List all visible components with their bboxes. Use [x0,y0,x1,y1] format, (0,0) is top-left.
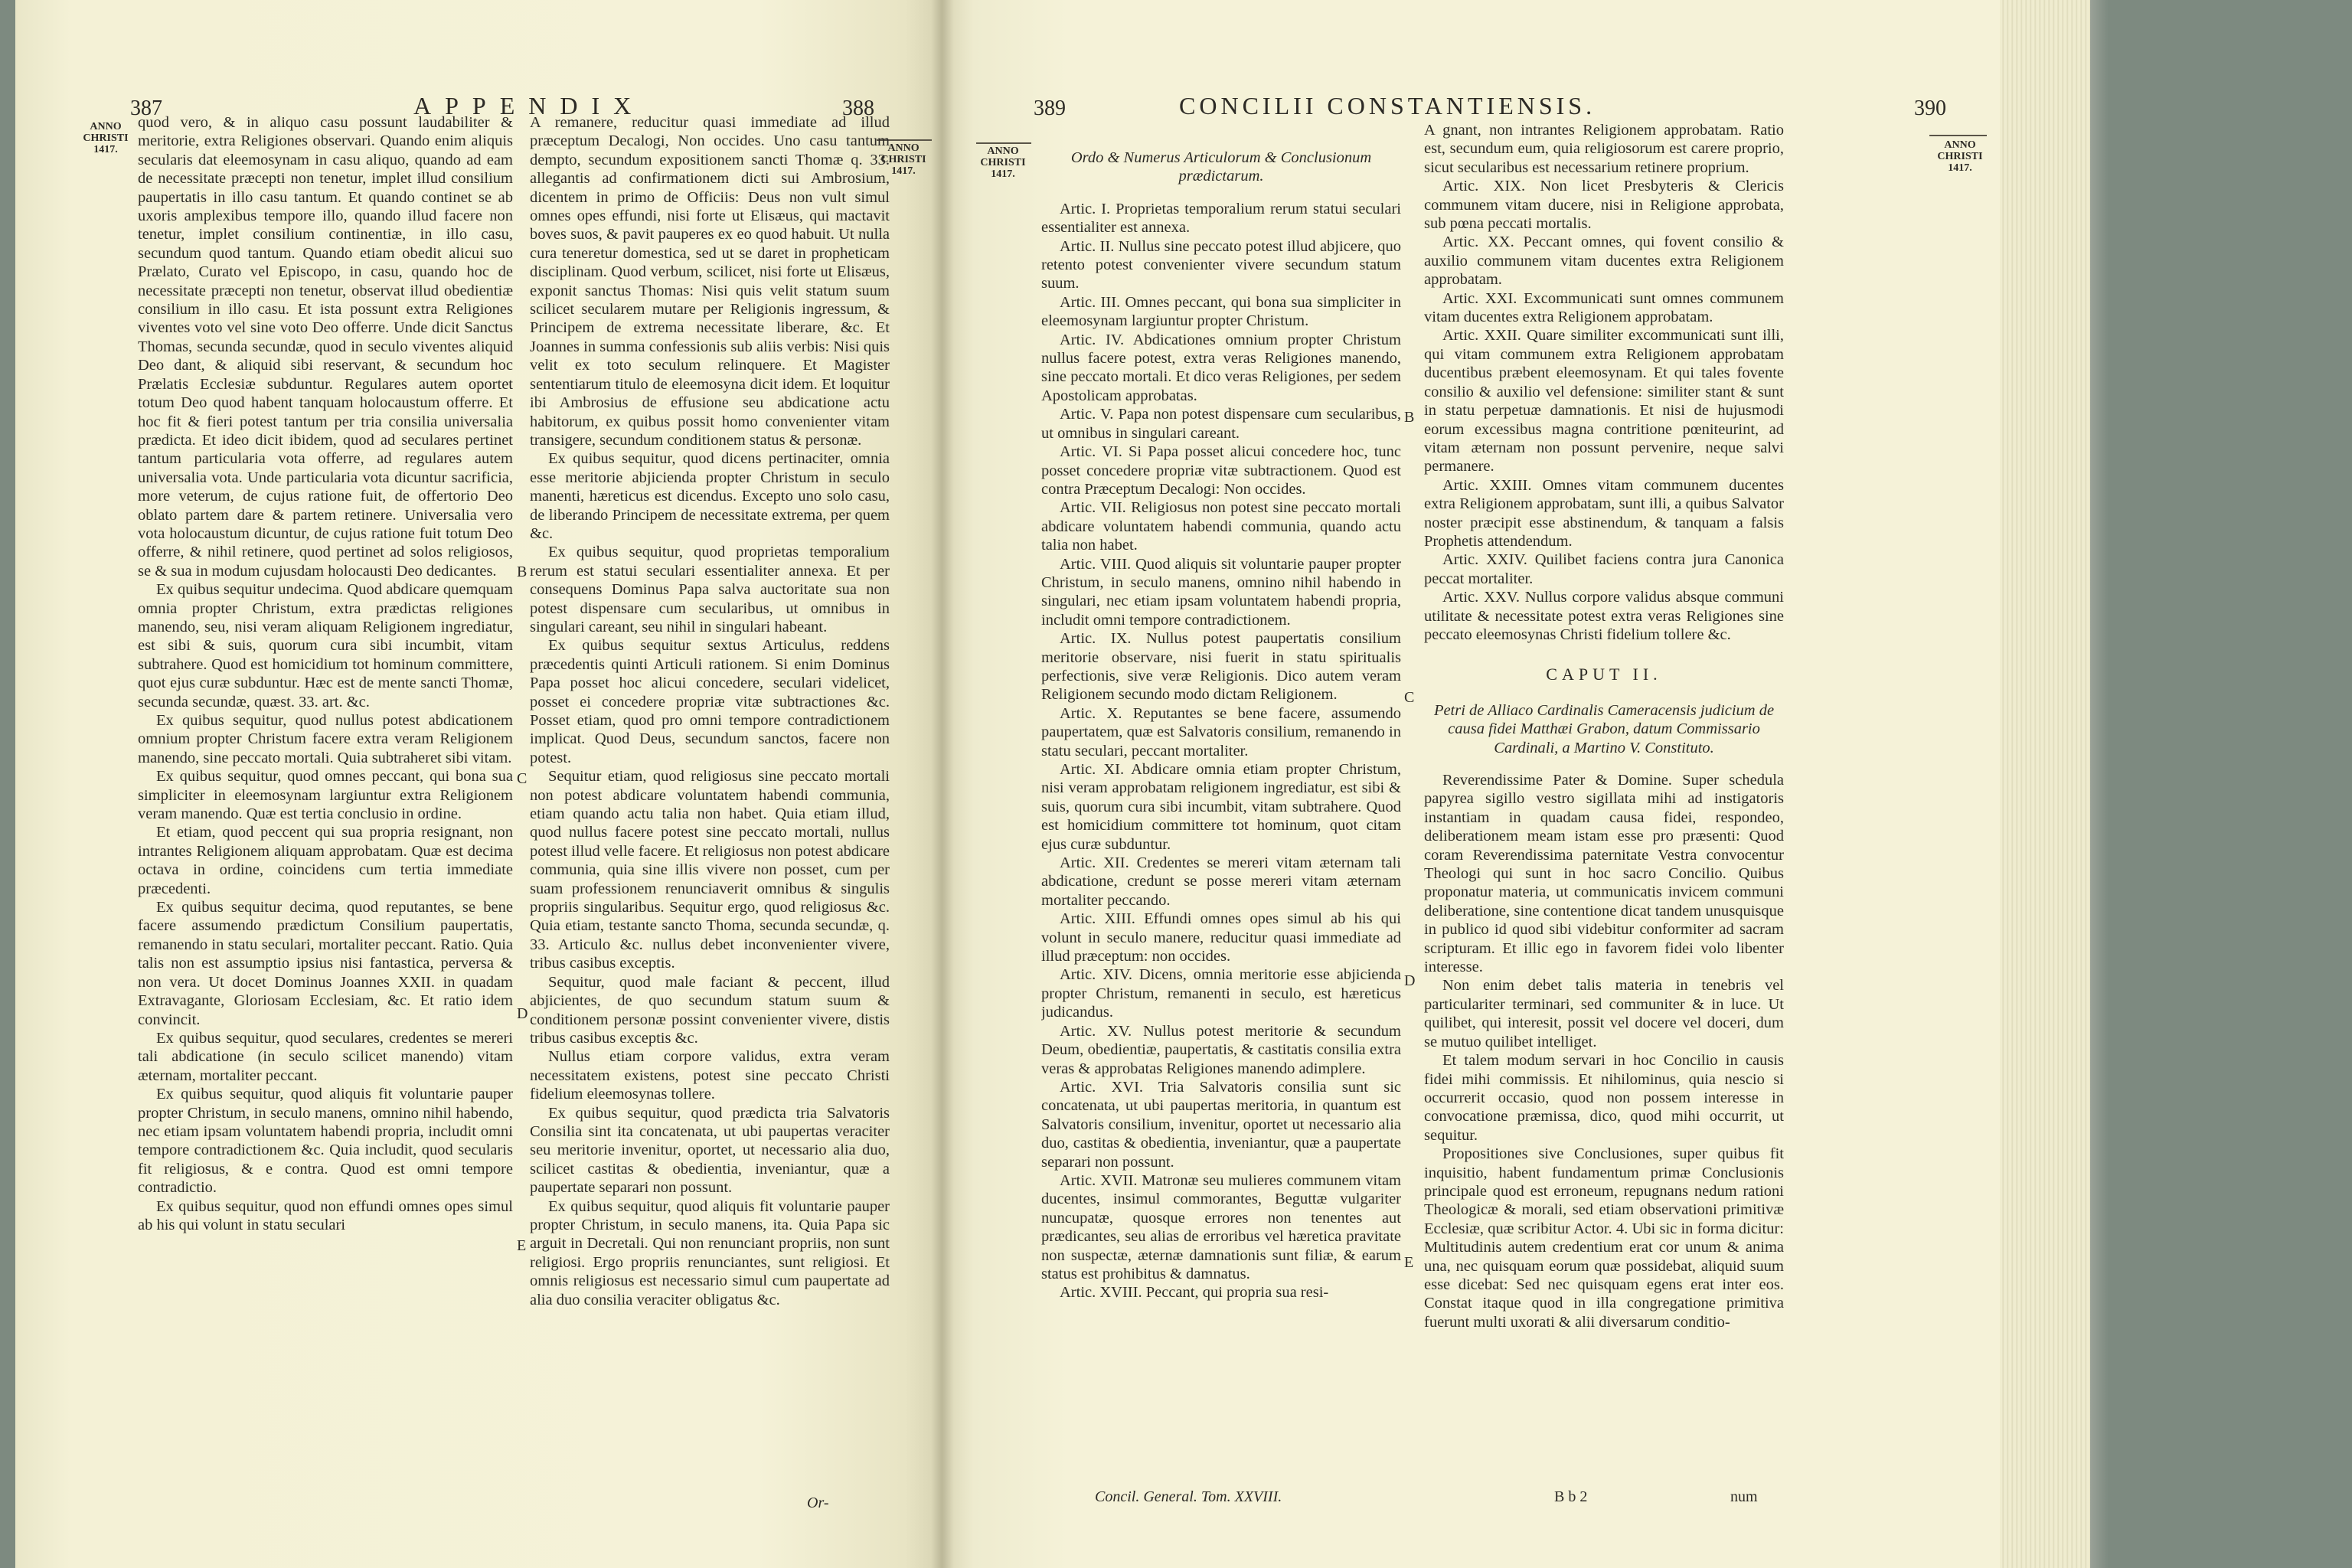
running-head-concilii: CONCILII CONSTANTIENSIS. [1179,92,1596,119]
article: Artic. XXIII. Omnes vitam communem ducentes extra Religionem approbatam, sunt illi, a quibus Salvator noster præcipit esse abstinendum, & tanquam a falsis Prophetis attendendum. [1424,476,1784,550]
article: Artic. XV. Nullus potest meritorie & secundum Deum, obedientiæ, paupertatis, & castitatis consilia extra veras & approbatas Religiones manendo adimplere. [1041,1022,1401,1077]
paragraph: A gnant, non intrantes Religionem approbatam. Ratio est, secundum eum, quia religiosorum est carere proprio, sicut secularibus est necessarium retinere proprium. [1424,122,1784,176]
paragraph: Et etiam, quod peccent qui sua propria resignant, non intrantes Religionem aliquam approbatam. Quæ est decima octava in ordine, coincidens cum tertia immediate præcedenti. [138,824,513,897]
sidenote-line: CHRISTI [880,154,926,165]
articles-heading: Ordo & Numerus Articulorum & Conclusionum prædictarum. [1070,149,1372,185]
paragraph: Sequitur etiam, quod religiosus sine peccato mortali non potest abdicare voluntatem habendi communia, etiam quando actu talia non habet. Quia etiam illud, quod nullus facere potest sine peccato mortali, nullus potest illud velle facere. Et religiosus non potest abdicare communia, quia sine illis vivere non posset, cum per suam professionem renunciaverit omnibus & singulis propriis singularibus. Sequitur ergo, quod religiosus &c. Quia etiam, testante sancto Thoma, secunda secundæ, q. 33. Articulo &c. nullus debet inconvenienter vivere, tribus casibus exceptis. [530,768,890,972]
paragraph: quod vero, & in aliquo casu possunt laudabiliter & meritorie, extra Religiones observari. Quando enim aliquis secularis dat eleemosynam in casu aliquo, quando ad eam de necessitate præcepti non tenetur, implet illud consilium paupertatis in illo casu tantum. Et quando continet se ab uxoris amplexibus tempore illo, quando illud facere non tenetur, implet consilium continentiæ, in illo casu, secundum quod tantum. Quando etiam obedit alicui suo Prælato, Curato vel Episcopo, in casu, quando hoc de necessitate præcepti non tenetur, observat illud obedientiæ consilium in illo casu. Et ista possunt extra Religiones viventes voto vel sine voto Deo offerre. Unde dicit Sanctus Thomas, secunda secundæ, quod in seculo viventes aliquid Deo dant, & aliquid sibi reservant, & secundum hoc Prælatis Ecclesiæ subduntur. Regulares autem oportet totum Deo quod habent tanquam holocaustum offerre. Et hoc fit & fieri potest tantum per tria consilia universalia prædicta. Et ideo dicit ibidem, quod ad seculares pertinet tantum particularia vota offerre, ad regulares autem universalia vota. Unde particularia vota dicuntur sacrificia, more veterum, de cujus ratione fuit, de offertorio Deo oblato partem dare & partem retinere. Universalia vero vota holocaustum dicuntur, de cujus ratione fuit totum Deo offerre, & nihil retinere, quod pertinet ad solos religiosos, se & sua in modum cujusdam holocausti Deo dedicantes. [138,114,513,580]
caput-heading: CAPUT II. [1546,665,1662,684]
caput-subtitle: Petri de Alliaco Cardinalis Cameracensis judicium de causa fidei Matthæi Grabon, datum Commissario Cardinali, a Martino V. Constituto. [1433,701,1775,756]
article: Artic. VI. Si Papa posset alicui concedere hoc, tunc posset concedere propriæ vitæ subtractionem. Quod est contra Præceptum Decalogi: Non occides. [1041,443,1401,498]
paragraph: Non enim debet talis materia in tenebris vel particulariter terminari, sed communiter & in luce. Ut quilibet, qui interesit, possit vel docere vel doceri, dum se mutuo quilibet intelliget. [1424,977,1784,1050]
paragraph: Ex quibus sequitur, quod prædicta tria Salvatoris Consilia sint ita concatenata, ut ubi paupertas veraciter seu meritorie invenitur, oportet, ut necessario alia duo, scilicet castitas & obedientia, inveniantur, quæ a paupertate separari non possunt. [530,1104,890,1197]
sidenote-line: ANNO [90,121,122,132]
running-head-appendix: APPENDIX [413,92,645,119]
article: Artic. XIX. Non licet Presbyteris & Clericis communem vitam ducere, nisi in Religione approbata, sub pœna peccati mortalis. [1424,178,1784,233]
page-number-388: 388 [842,96,874,120]
sidenote-line: ANNO [987,145,1019,157]
article: Artic. V. Papa non potest dispensare cum secularibus, ut omnibus in singulari careant. [1041,406,1401,442]
sidenote-line: CHRISTI [83,132,129,144]
margin-letter-d: D [517,1005,528,1022]
margin-letter-c: C [1404,689,1415,706]
page-number-389: 389 [1034,96,1066,120]
paragraph: Ex quibus sequitur, quod seculares, credentes se mereri tali abdicatione (in seculo scilicet manendo) vitam æternam, mortaliter peccant. [138,1029,513,1084]
margin-letter-b: B [517,564,528,580]
page-edges [2000,0,2090,1568]
margin-letter-c: C [517,770,528,787]
signature-mark: B b 2 [1554,1488,1588,1505]
paragraph: Nullus etiam corpore validus, extra veram necessitatem existens, potest sine peccato Christi fidelium eleemosynas tollere. [530,1048,890,1103]
article: Artic. XXII. Quare similiter excommunicati sunt illi, qui vitam communem extra Religionem approbatam ducentibus præbent eleemosynam. Et qui tales fovente consilio & auxilio vel defensione: similiter stant & sunt in statu perpetuæ damnationis. Et nisi de hujusmodi eorum excessibus magna contritione pœniteurint, ad vitam æternam non possunt pervenire, neque salvi permanere. [1424,327,1784,475]
article: Artic. IX. Nullus potest paupertatis consilium meritorie observare, nisi fuerit in statu spiritualis perfectionis, sive veræ Religionis. Dico autem veram Religionem secundo modo dictam Religionem. [1041,630,1401,704]
paragraph: Ex quibus sequitur, quod non effundi omnes opes simul ab his qui volunt in statu seculari [138,1197,513,1233]
article: Artic. VIII. Quod aliquis sit voluntarie pauper propter Christum, in seculo manens, omnino nihil habendo in singulari, nec etiam ipsam voluntatem habendi propria, includit omni tempore contradictionem. [1041,555,1401,629]
paragraph: A remanere, reducitur quasi immediate ad illud præceptum Decalogi, Non occides. Uno casu tantum dempto, secundum expositionem sancti Thomæ q. 33. allegantis ad confirmationem dicti sui Ambrosium, dicentem in primo de Officiis: Deus non vult simul omnes opes effundi, nisi forte ut Elisæus, qui mactavit boves suos, & pavit pauperes ex eo quod habuit. Ut nulla cura teneretur domestica, sed ut se daret in propheticam disciplinam. Quod verbum, scilicet, nisi forte ut Elisæus, exponit sanctus Thomas: Nisi quis velit statum suum scilicet secularem mutare per Religionis ingressum, & Principem de extrema necessitate liberare, &c. Et Joannes in summa confessionis sub aliis verbis: Nisi quis velit ex toto seculum relinquere. Et Magister sententiarum titulo de eleemosyna dicit idem. Et loquitur ibi Ambrosius de effusione seu abdicatione actu habitorum, ex quibus possit homo convenienter vitam transigere, secundum conditionem status & personæ. [530,114,890,449]
article: Artic. XVIII. Peccant, qui propria sua resi- [1060,1284,1329,1302]
sidenote-line: 1417. [93,144,118,155]
right-page-column-1 [1041,142,1401,1490]
paragraph: Sequitur, quod male faciant & peccent, illud abjicientes, de quo secundum statum suum & conditionem personæ possint convenienter vivere, distis tribus casibus exceptis &c. [530,973,890,1047]
paragraph: Ex quibus sequitur, quod omnes peccant, qui bona sua simpliciter in eleemosynam largiuntur extra Religionem veram manendo. Quæ est tertia conclusio in ordine. [138,768,513,823]
paragraph: Ex quibus sequitur, quod aliquis fit voluntarie pauper propter Christum, in seculo manens, ita. Quia Papa sic arguit in Decretali. Qui non renunciant propriis, non sunt religiosi. Ergo propriis renunciantes, sunt religiosi. Et omnis religiosus est necessario simul cum paupertate ad alia duo consilia veraciter obligatus &c. [530,1197,890,1308]
paragraph: Ex quibus sequitur, quod dicens pertinaciter, omnia esse meritorie abjicienda propter Christum in seculo manenti, hæreticus est dicendus. Excepto uno solo casu, de liberando Principem de necessitate extrema, per quem &c. [530,450,890,542]
article: Artic. III. Omnes peccant, qui bona sua simpliciter in eleemosynam largiuntur propter Christum. [1041,293,1401,330]
article: Artic. XXIV. Quilibet faciens contra jura Canonica peccat mortaliter. [1424,551,1784,587]
left-page-column-1 [138,113,513,1491]
sidenote-line: 1417. [1948,162,1972,174]
paragraph: Ex quibus sequitur decima, quod reputantes, se bene facere assumendo prædictum Consilium paupertatis, remanendo in statu seculari, mortaliter peccant. Ratio. Quia talis non est assumptio ipsius nisi fantastica, perversa & non vera. Ut docet Dominus Joannes XXII. in quadam Extravagante, Gloriosam Ecclesiam, &c. Et ratio idem convincit. [138,899,513,1028]
book-gutter [931,0,954,1568]
paragraph: Ex quibus sequitur sextus Articulus, reddens præcedentis quinti Articuli rationem. Si enim Dominus Papa posset hoc alicui concedere, seculari videlicet, posset ei concedere propriæ vitæ subtractiones &c. Posset etiam, quod pro omni tempore contradictionem implicat. Quod Deus, secundum sanctos, facere non potest. [530,637,890,766]
article: Artic. XIV. Dicens, omnia meritorie esse abjicienda propter Christum, remanenti in seculo, est hæreticus judicandus. [1041,966,1401,1021]
article: Artic. II. Nullus sine peccato potest illud abjicere, quo retento potest convenienter vivere secundum statum suum. [1041,237,1401,292]
right-page [942,0,2000,1568]
sidenote-line: ANNO [1944,139,1976,151]
sidenote-anno-christi-left [980,145,1026,180]
paragraph: Et talem modum servari in hoc Concilio in causis fidei mihi commissis. Et nihilominus, quia nescio si occurrerit occasio, quod non possem interesse in convocatione præmissa, dico, quod mihi occurrit, ut sequitur. [1424,1052,1784,1144]
paragraph: Propositiones sive Conclusiones, super quibus fit inquisitio, habent fundamentum primæ Conclusionis principale quod est erroneum, repugnans nedum rationi Theologicæ & morali, sed etiam observationi primitivæ Ecclesiæ, quæ scribitur Actor. 4. Ubi sic in forma dicitur: Multitudinis autem credentium erat cor unum & anima una, nec quisquam eorum quæ possidebat, aliquid suum esse dicebat: Sed nec quisquam egens erat inter eos. Constat itaque quod in illa congregatione primitiva fuerunt multi uxorati & alii diversarum conditio- [1424,1145,1784,1331]
catchword: Or- [807,1494,829,1511]
sidenote-line: 1417. [991,168,1015,180]
volume-footer: Concil. General. Tom. XXVIII. [1095,1488,1282,1505]
paragraph: Ex quibus sequitur, quod proprietas temporalium rerum est statui seculari essentialiter annexa. Et per consequens Dominus Papa salva auctoritate sua non potest dispensare cum secularibus, ut omnibus in singulari careant, seu nihil in singulari habeant. [530,544,890,635]
margin-letter-e: E [1404,1254,1414,1271]
article: Artic. XVII. Matronæ seu mulieres communem vitam ducentes, insimul commorantes, Beguttæ vulgariter nuncupatæ, quosque errores non tenentes aut prædicantes, seu alias de erroribus vel hæretica pravitate non suspectæ, æternæ damnationis sunt filiæ, & earum status est prohibitus & damnatus. [1041,1171,1401,1282]
paragraph: Ex quibus sequitur, quod nullus potest abdicationem omnium propter Christum facere extra veram Religionem manendo, sine peccato mortali. Quia subtraheret sibi vitam. [138,712,513,766]
sidenote-anno-christi-left [83,121,129,155]
article: Artic. XXV. Nullus corpore validus absque communi utilitate & necessitate potest extra veras Religiones sine peccato eleemosynas Christi fidelium tollere &c. [1424,589,1784,643]
paragraph: Reverendissime Pater & Domine. Super schedula papyrea sigillo vestro sigillata mihi ad instigatoris instantiam in quadam causa fidei, respondeo, deliberationem meam istam esse pro præsenti: Quod coram Reverendissima paternitate Vestra convocentur Theologi qui sunt in hoc sacro Concilio. Quibus proponatur materia, ut communicatis invicem communi deliberatione, sine contentione dicat tandem unusquisque in publico id quod sibi videbitur conformiter ad sacram scripturam. Et illic ego in favorem fidei volo libenter interesse. [1424,772,1784,976]
margin-letter-b: B [1404,409,1415,426]
article: Artic. XI. Abdicare omnia etiam propter Christum, nisi veram approbatam religionem ingrediatur, est sibi & suis, quorum cura sibi incumbit, vitam subtrahere. Quod est homicidium committere tot hominum, quot citam ejus curæ subduntur. [1041,761,1401,853]
article: Artic. I. Proprietas temporalium rerum statui seculari essentialiter est annexa. [1041,200,1401,237]
paragraph: Ex quibus sequitur undecima. Quod abdicare quemquam omnia propter Christum, extra prædictas religiones manendo, seu, nisi veram aliquam Religionem ingrediatur, est sibi & suis, quorum cura sibi incumbit, vitam subtrahere. Quod est homicidium tot hominum committere, quot ejus curæ subduntur. Hæc est de mente sancti Thomæ, secunda secundæ, quæst. 33. art. &c. [138,581,513,710]
catchword: num [1730,1488,1758,1505]
header-rule [1929,135,1987,136]
right-page-column-2 [1424,121,1784,1491]
article: Artic. IV. Abdicationes omnium propter Christum nullus facere potest, extra veras Religiones manendo, sine peccato mortali. Et dico veras Religiones, per sedem Apostolicam approbatas. [1041,331,1401,404]
paragraph: Ex quibus sequitur, quod aliquis fit voluntarie pauper propter Christum, in seculo manens, omnino nihil habendo, nec etiam ipsam voluntatem habendi propria, includit omni tempore contradictionem &c. Quia includit, quod secularis fit religiosus, & e contra. Quod est omni tempore contradictio. [138,1086,513,1197]
page-number-387: 387 [130,96,162,120]
header-rule [976,142,1031,144]
left-page [15,0,942,1568]
sidenote-anno-christi-right [1937,139,1983,174]
article: Artic. XII. Credentes se mereri vitam æternam tali abdicatione, credunt se posse mereri vitam æternam mortaliter peccando. [1041,854,1401,909]
sidenote-line: 1417. [891,165,916,177]
article: Artic. X. Reputantes se bene facere, assumendo paupertatem, quæ est Salvatoris consilium, remanendo in statu seculari, peccant mortaliter. [1041,704,1401,760]
sidenote-line: CHRISTI [1937,151,1983,162]
article: Artic. XIII. Effundi omnes opes simul ab his qui volunt in seculo manere, reducitur quasi immediate ad illud præceptum: non occides. [1041,910,1401,965]
sidenote-line: ANNO [887,142,920,154]
article: Artic. XX. Peccant omnes, qui fovent consilio & auxilio communem vitam ducentes extra Religionem approbatam. [1424,234,1784,289]
left-page-column-2 [530,113,890,1446]
sidenote-line: CHRISTI [980,157,1026,168]
book-edge-shadow [2090,0,2109,1568]
margin-letter-e: E [517,1237,527,1254]
page-number-390: 390 [1914,96,1946,120]
article: Artic. XVI. Tria Salvatoris consilia sunt sic concatenata, ut ubi paupertas meritoria, in quantum est Salvatoris consilium, invenitur, oportet ut necessario alia duo, castitas & obedientia, inveniantur, quæ a paupertate separari non possunt. [1041,1078,1401,1171]
margin-letter-d: D [1404,972,1416,989]
article: Artic. XXI. Excommunicati sunt omnes communem vitam ducentes extra Religionem approbatam. [1424,289,1784,326]
article: Artic. VII. Religiosus non potest sine peccato mortali abdicare voluntatem habendi communia, quando actu talia non habet. [1041,499,1401,554]
